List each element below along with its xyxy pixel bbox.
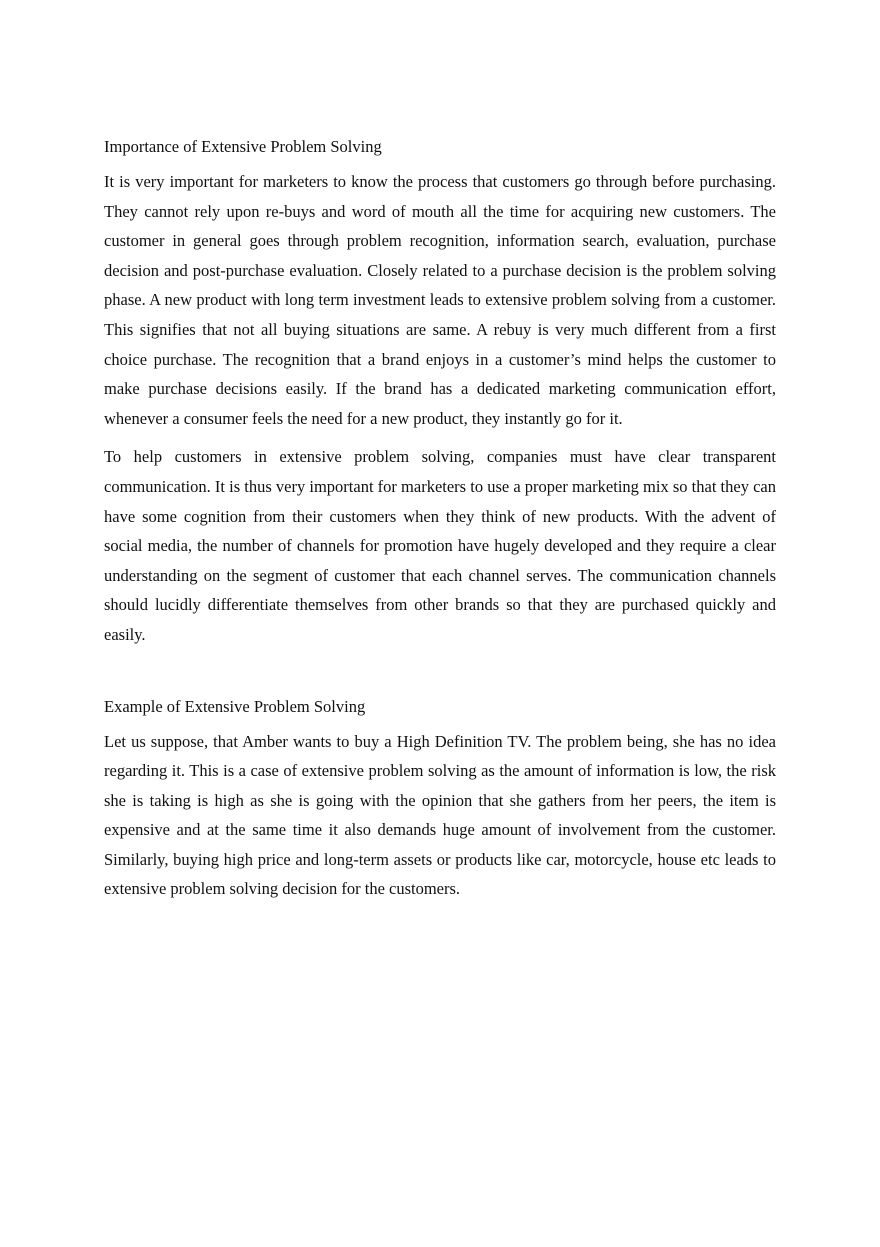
document-page [104, 136, 776, 913]
section-example [104, 696, 776, 905]
paragraph: To help customers in extensive problem solving, companies must have clear transparent communication. It is thus very important for marketers to use a proper marketing mix so that they can have some cognition from their customers when they think of new products. With the advent of social media, the number of channels for promotion have hugely developed and they require a clear understanding on the segment of customer that each channel serves. The communication channels should lucidly differentiate themselves from other brands so that they are purchased quickly and easily. [104, 447, 776, 644]
paragraph: It is very important for marketers to know the process that customers go through before purchasing. They cannot rely upon re-buys and word of mouth all the time for acquiring new customers. The customer in general goes through problem recognition, information search, evaluation, purchase decision and post-purchase evaluation. Closely related to a purchase decision is the problem solving phase. A new product with long term investment leads to extensive problem solving from a customer. This signifies that not all buying situations are same. A rebuy is very much different from a first choice purchase. The recognition that a brand enjoys in a customer’s mind helps the customer to make purchase decisions easily. If the brand has a dedicated marketing communication effort, whenever a consumer feels the need for a new product, they instantly go for it. [104, 172, 776, 428]
paragraph: Let us suppose, that Amber wants to buy a High Definition TV. The problem being, she has no idea regarding it. This is a case of extensive problem solving as the amount of information is low, the risk she is taking is high as she is going with the opinion that she gathers from her peers, the item is expensive and at the same time it also demands huge amount of involvement from the customer. Similarly, buying high price and long-term assets or products like car, motorcycle, house etc leads to extensive problem solving decision for the customers. [104, 731, 776, 899]
section-importance [104, 136, 776, 650]
section-spacer [104, 659, 776, 696]
section-heading: Importance of Extensive Problem Solving [104, 137, 382, 156]
section-heading: Example of Extensive Problem Solving [104, 696, 366, 716]
